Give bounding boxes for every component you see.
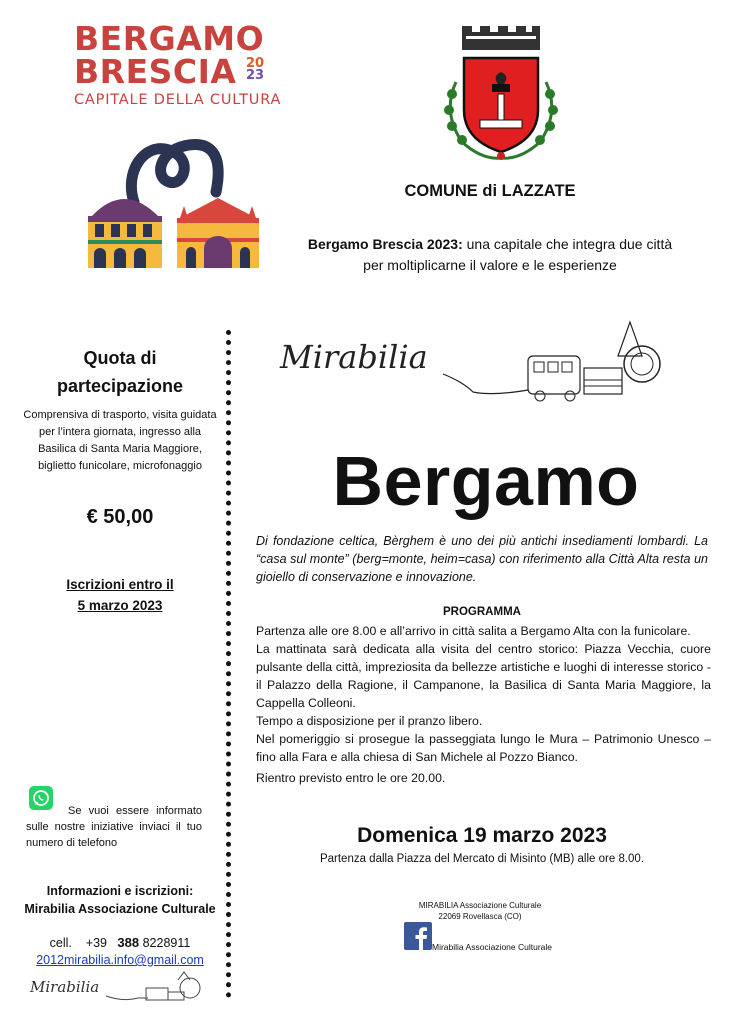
phone-number: 8228911 [142, 936, 191, 950]
svg-text:Mirabilia: Mirabilia [30, 978, 100, 996]
info-title: Informazioni e iscrizioni: Mirabilia Associazione Culturale [24, 884, 216, 916]
column-divider [226, 330, 235, 998]
motto-bold: Bergamo Brescia 2023: [307, 236, 463, 252]
program-item: Tempo a disposizione per il pranzo libero. [256, 714, 483, 728]
email-link[interactable]: 2012mirabilia.info@gmail.com [36, 953, 204, 967]
coat-of-arms-icon [432, 22, 570, 162]
association-address [380, 900, 580, 922]
intro-text: Di fondazione celtica, Bèrghem è uno dei più antichi insediamenti lombardi. La “casa sul monte” (berg=monte, heim=casa) con riferimento alla Città Alta resta un gioiello di conservazione e innovazione. [256, 534, 708, 584]
event-date: Domenica 19 marzo 2023 [357, 824, 607, 847]
program-list [256, 622, 711, 766]
program-title: PROGRAMMA [443, 606, 521, 618]
facebook-icon[interactable] [404, 922, 432, 950]
return-time: Rientro previsto entro le ore 20.00. [256, 771, 446, 785]
municipality-name: COMUNE di LAZZATE [404, 182, 576, 200]
logo-year-bottom: 23 [246, 68, 265, 83]
motto-text: una capitale che integra due città per moltiplicarne il valore e le esperienze [363, 236, 673, 273]
logo-year-top: 20 [246, 56, 265, 71]
registration-deadline [20, 574, 220, 616]
mirabilia-mini-logo [28, 968, 203, 1006]
program-item: Nel pomeriggio si prosegue la passeggiata lungo le Mura – Patrimonio Unesco – fino alla Fara e alla chiesa di San Michele al Pozzo Bianco. [256, 732, 711, 764]
facebook-label[interactable]: Mirabilia Associazione Culturale [432, 942, 553, 952]
logo-line-bergamo: BERGAMO [74, 19, 265, 58]
association-city: 22069 Rovellasca (CO) [438, 912, 522, 921]
price: € 50,00 [86, 506, 154, 528]
registration-deadline-line1: Iscrizioni entro il [66, 577, 174, 592]
mirabilia-script: Mirabilia [280, 338, 428, 376]
whatsapp-info [26, 803, 202, 851]
program-item: Partenza alle ore 8.00 e all’arrivo in città salita a Bergamo Alta con la funicolare. [256, 624, 691, 638]
phone [20, 935, 220, 951]
capital-of-culture-logo [74, 19, 284, 108]
phone-prefix: +39 [85, 936, 107, 950]
quota-description: Comprensiva di trasporto, visita guidata per l’intera giornata, ingresso alla Basilica di Santa Maria Maggiore, biglietto funicolare, microfonaggio [23, 409, 217, 472]
association-name: MIRABILIA Associazione Culturale [418, 901, 542, 910]
phone-bold: 388 [117, 935, 140, 950]
phone-label: cell. [49, 936, 72, 950]
motto [300, 234, 680, 276]
logo-subtitle: CAPITALE DELLA CULTURA [74, 92, 282, 108]
quota-title: Quota di partecipazione [56, 348, 184, 396]
mirabilia-logo [278, 316, 668, 408]
logo-line-brescia: BRESCIA [74, 52, 237, 91]
program-item: La mattinata sarà dedicata alla visita del centro storico: Piazza Vecchia, cuore pulsante della città, impreziosita da bellezze artistiche e luoghi di interesse storico - il Palazzo della Ragione, il Campanone, la Basilica di Santa Maria Maggiore, la Cappella Colleoni. [256, 642, 711, 710]
destination-title: Bergamo [332, 442, 640, 520]
registration-deadline-line2: 5 marzo 2023 [77, 598, 163, 613]
cities-illustration [84, 132, 264, 270]
logo-year [246, 58, 264, 82]
departure-info: Partenza dalla Piazza del Mercato di Misinto (MB) alle ore 8.00. [319, 853, 645, 865]
whatsapp-text: Se vuoi essere informato sulle nostre iniziative inviaci il tuo numero di telefono [26, 805, 202, 849]
